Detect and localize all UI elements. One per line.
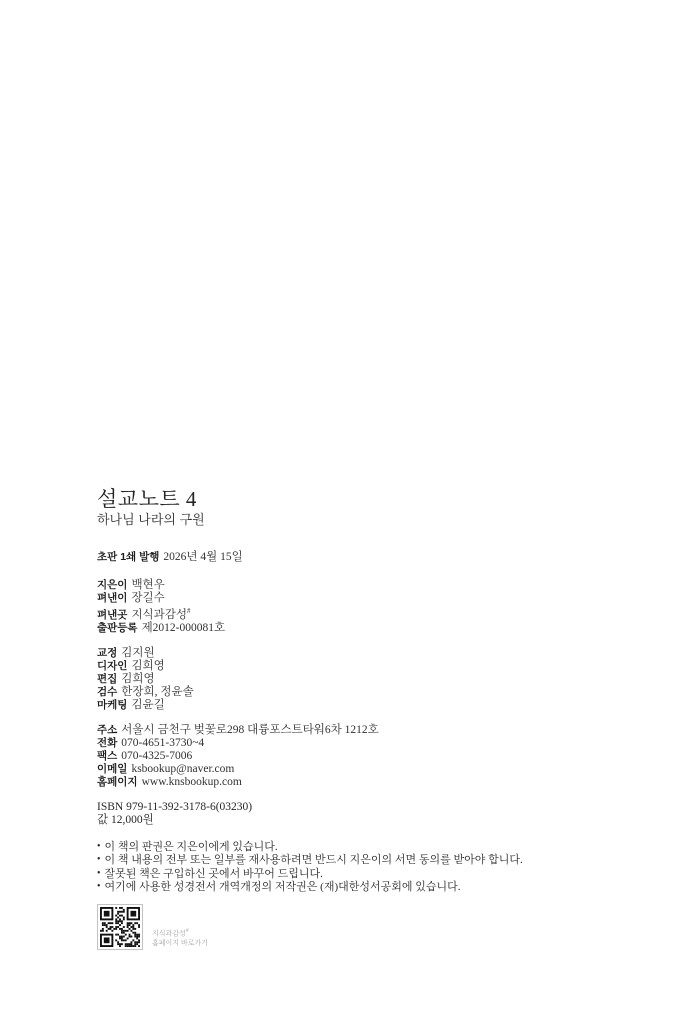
- info-label: 전화: [97, 736, 118, 749]
- publisher-superscript: #: [186, 607, 191, 615]
- qr-code: [97, 904, 143, 950]
- info-value: 서울시 금천구 벚꽃로298 대륭포스트타워6차 1212호: [121, 723, 379, 736]
- info-label: 검수: [97, 685, 118, 698]
- edition-line: [97, 551, 637, 564]
- isbn-block: [97, 801, 637, 827]
- staff-block: [97, 647, 637, 712]
- isbn-line: ISBN 979-11-392-3178-6(03230): [97, 800, 253, 813]
- info-label: 디자인: [97, 659, 128, 672]
- info-label: 펴낸곳: [97, 608, 128, 621]
- info-label: 펴낸이: [97, 592, 128, 604]
- info-value: 제2012-000081호: [141, 621, 226, 634]
- info-row-fax: [97, 750, 637, 763]
- edition-block: [97, 551, 637, 564]
- info-row-design: [97, 660, 637, 673]
- qr-code-icon: [100, 907, 140, 947]
- info-value: www.knsbookup.com: [141, 775, 242, 788]
- qr-caption-brand-sup: #: [185, 927, 189, 934]
- info-value: 070-4651-3730~4: [121, 736, 205, 749]
- edition-value: 2026년 4월 15일: [163, 551, 243, 563]
- notices-list: [97, 841, 637, 895]
- info-value: ksbookup@naver.com: [131, 762, 235, 775]
- info-label: 편집: [97, 672, 118, 685]
- info-row-homepage: [97, 776, 637, 789]
- info-row-publisher-company: [97, 605, 637, 622]
- info-label: 출판등록: [97, 621, 138, 634]
- info-row-author: [97, 579, 637, 592]
- book-title: 설교노트 4: [97, 487, 197, 511]
- info-row-marketing: [97, 699, 637, 712]
- info-value: 김희영: [131, 659, 165, 672]
- info-label: 주소: [97, 723, 118, 736]
- info-label: 이메일: [97, 762, 128, 775]
- edition-label: 초판 1쇄 발행: [97, 551, 160, 563]
- info-label: 교정: [97, 646, 118, 659]
- qr-section: [97, 904, 637, 950]
- info-row-phone: [97, 737, 637, 750]
- price-line: 값 12,000원: [97, 813, 154, 826]
- notice-item: • 잘못된 책은 구입하신 곳에서 바꾸어 드립니다.: [97, 868, 637, 882]
- info-value: 한장희, 정윤솔: [121, 685, 194, 698]
- info-row-publisher-person: [97, 592, 637, 605]
- info-label: 마케팅: [97, 698, 128, 711]
- info-label: 지은이: [97, 579, 128, 591]
- info-row-email: [97, 763, 637, 776]
- qr-caption: [152, 926, 208, 950]
- info-value: 지식과감성: [131, 608, 187, 621]
- info-label: 팩스: [97, 749, 118, 762]
- notice-item: • 여기에 사용한 성경전서 개역개정의 저작권은 (재)대한성서공회에 있습니다.: [97, 881, 637, 895]
- qr-caption-link: 홈페이지 바로가기: [152, 939, 209, 947]
- info-value: 070-4325-7006: [121, 749, 193, 762]
- info-row-proofread: [97, 647, 637, 660]
- info-row-address: [97, 724, 637, 737]
- contact-block: [97, 724, 637, 789]
- info-value: 장길수: [131, 592, 165, 604]
- book-subtitle: 하나님 나라의 구원: [97, 512, 205, 527]
- info-value: 김지원: [121, 646, 155, 659]
- info-row-editing: [97, 673, 637, 686]
- info-value: 김윤길: [131, 698, 165, 711]
- info-row-registration: [97, 622, 637, 635]
- colophon: [97, 487, 637, 950]
- publication-block: [97, 579, 637, 635]
- info-row-review: [97, 686, 637, 699]
- info-label: 홈페이지: [97, 775, 138, 788]
- notice-item: • 이 책 내용의 전부 또는 일부를 재사용하려면 반드시 지은이의 서면 동의를 받아야 합니다.: [97, 854, 637, 868]
- info-value: 백현우: [131, 579, 165, 591]
- notice-item: • 이 책의 판권은 지은이에게 있습니다.: [97, 841, 637, 855]
- info-value: 김희영: [121, 672, 155, 685]
- qr-caption-brand: 지식과감성#: [152, 927, 189, 937]
